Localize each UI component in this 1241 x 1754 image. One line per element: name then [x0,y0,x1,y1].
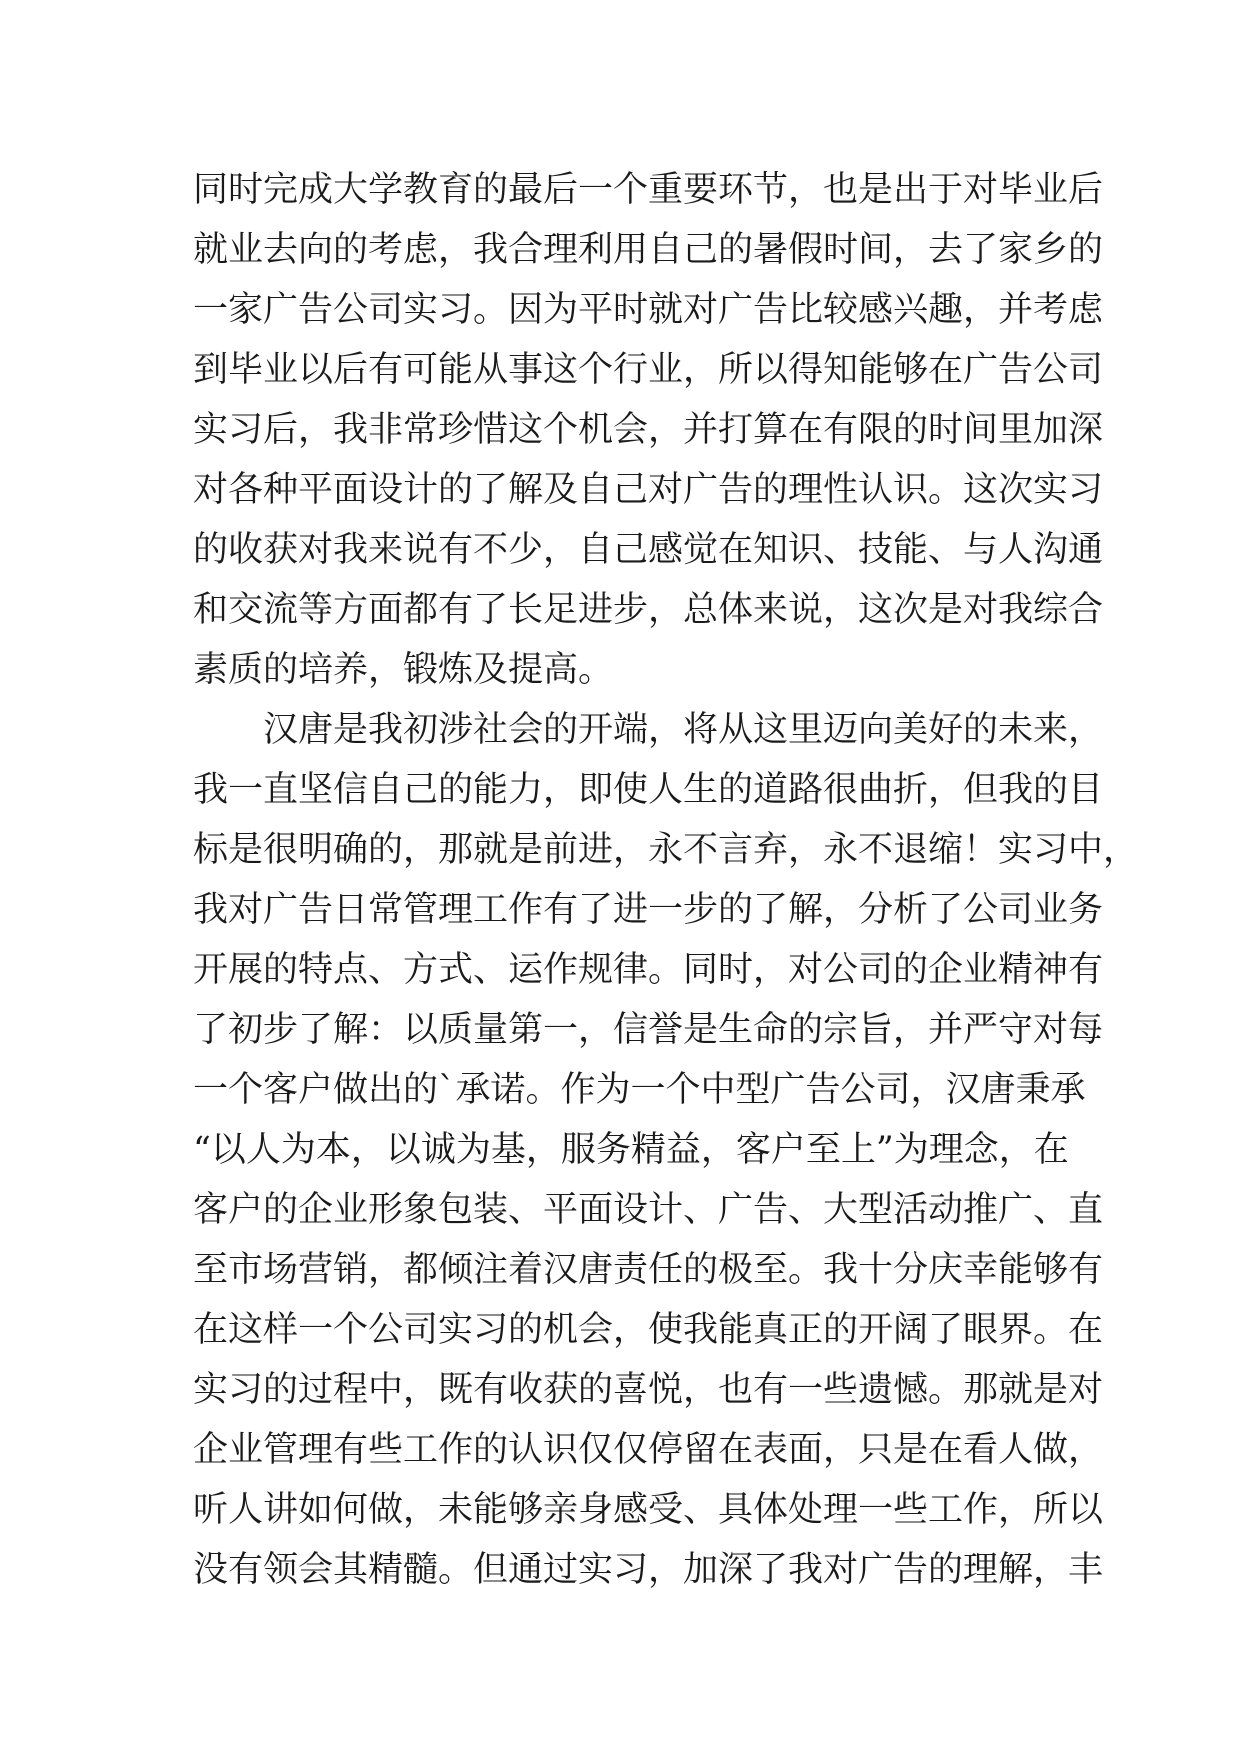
text-line: 就业去向的考虑，我合理利用自己的暑假时间，去了家乡的 [193,230,1104,270]
text-line: 客户的企业形象包装、平面设计、广告、大型活动推广、直 [193,1190,1104,1230]
text-line: 在这样一个公司实习的机会，使我能真正的开阔了眼界。在 [193,1310,1104,1350]
text-line: 一家广告公司实习。因为平时就对广告比较感兴趣，并考虑 [193,290,1104,330]
text-line: 同时完成大学教育的最后一个重要环节，也是出于对毕业后 [193,170,1104,210]
text-line: 对各种平面设计的了解及自己对广告的理性认识。这次实习 [193,470,1104,510]
text-line: “以人为本，以诚为基，服务精益，客户至上”为理念，在 [193,1130,1069,1170]
text-line: 没有领会其精髓。但通过实习，加深了我对广告的理解，丰 [193,1550,1104,1590]
paragraph [193,700,1139,1600]
paragraph [193,160,1104,700]
body-text [193,160,1139,1600]
text-line: 开展的特点、方式、运作规律。同时，对公司的企业精神有 [193,950,1104,990]
text-line: 汉唐是我初涉社会的开端，将从这里迈向美好的未来， [263,710,1104,750]
text-line: 素质的培养，锻炼及提高。 [193,650,614,690]
text-line: 我对广告日常管理工作有了进一步的了解，分析了公司业务 [193,890,1104,930]
text-line: 企业管理有些工作的认识仅仅停留在表面，只是在看人做， [193,1430,1104,1470]
text-line: 至市场营销，都倾注着汉唐责任的极至。我十分庆幸能够有 [193,1250,1104,1290]
text-line: 听人讲如何做，未能够亲身感受、具体处理一些工作，所以 [193,1490,1104,1530]
text-line: 一个客户做出的`承诺。作为一个中型广告公司，汉唐秉承 [193,1070,1086,1110]
text-line: 我一直坚信自己的能力，即使人生的道路很曲折，但我的目 [193,770,1104,810]
text-line: 了初步了解：以质量第一，信誉是生命的宗旨，并严守对每 [193,1010,1104,1050]
text-line: 标是很明确的，那就是前进，永不言弃，永不退缩！实习中， [193,830,1139,870]
text-line: 实习后，我非常珍惜这个机会，并打算在有限的时间里加深 [193,410,1104,450]
text-line: 的收获对我来说有不少，自己感觉在知识、技能、与人沟通 [193,530,1104,570]
text-line: 和交流等方面都有了长足进步，总体来说，这次是对我综合 [193,590,1104,630]
text-line: 实习的过程中，既有收获的喜悦，也有一些遗憾。那就是对 [193,1370,1104,1410]
text-line: 到毕业以后有可能从事这个行业，所以得知能够在广告公司 [193,350,1104,390]
